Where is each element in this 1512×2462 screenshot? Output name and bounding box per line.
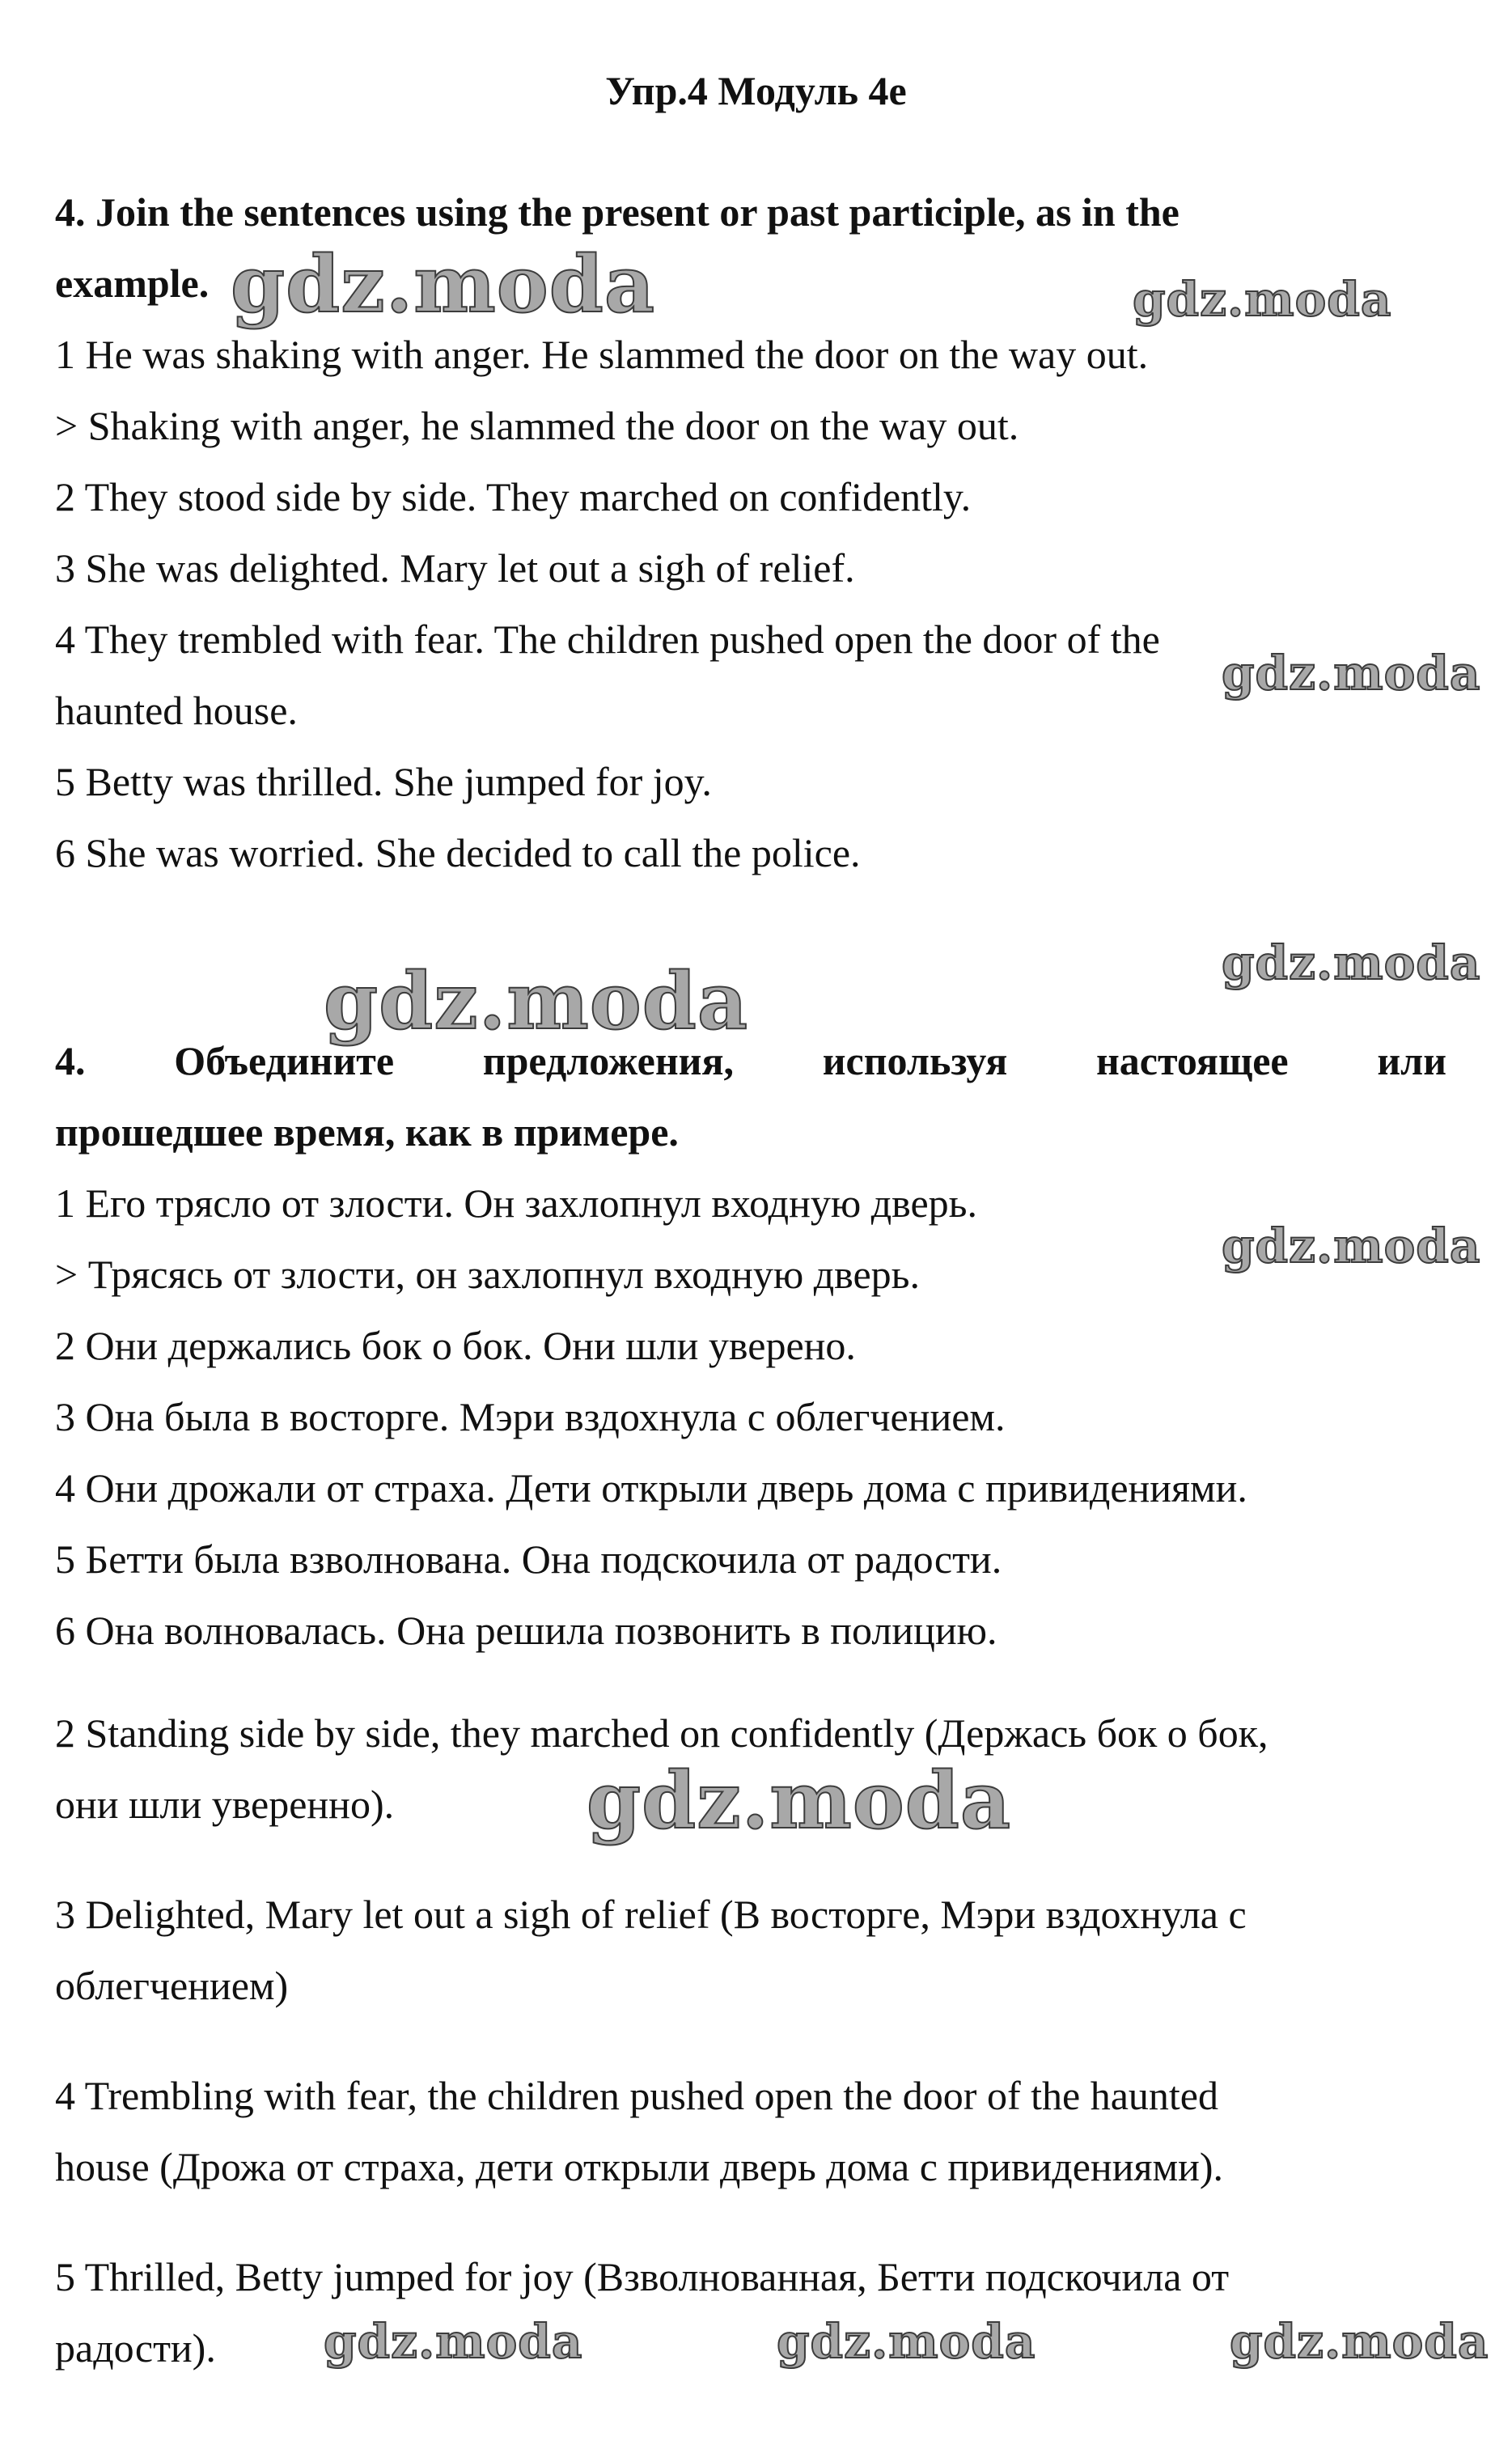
answer-line: house (Дрожа от страха, дети открыли дверь дома с привидениями).: [55, 2144, 1223, 2189]
answer-line: облегчением): [55, 1963, 289, 2008]
exercise-ru-line: 4 Они дрожали от страха. Дети открыли дверь дома с привидениями.: [55, 1465, 1247, 1511]
exercise-en-line: 6 She was worried. She decided to call the police.: [55, 830, 861, 875]
exercise-en-line: 3 She was delighted. Mary let out a sigh of relief.: [55, 545, 855, 591]
exercise-ru-line: 5 Бетти была взволнована. Она подскочила от радости.: [55, 1536, 1002, 1582]
answer-4: [55, 2060, 1446, 2202]
watermark: gdz.moda: [1222, 646, 1481, 701]
answer-line: 5 Thrilled, Betty jumped for joy (Взволнованная, Бетти подскочила от: [55, 2254, 1230, 2299]
exercise-en-line: 2 They stood side by side. They marched on confidently.: [55, 474, 972, 519]
exercise-en-line: haunted house.: [55, 688, 298, 733]
exercise-en-line: > Shaking with anger, he slammed the door on the way out.: [55, 403, 1019, 448]
answer-3: [55, 1879, 1446, 2021]
answer-line: они шли уверенно).: [55, 1782, 395, 1827]
exercise-ru-line: 6 Она волновалась. Она решила позвонить в полицию.: [55, 1608, 997, 1653]
exercise-en-line: 5 Betty was thrilled. She jumped for joy.: [55, 759, 712, 804]
exercise-en-heading-line2: example.: [55, 261, 210, 306]
watermark: gdz.moda: [587, 1755, 1012, 1846]
exercise-ru-line: 3 Она была в восторге. Мэри вздохнула с облегчением.: [55, 1394, 1006, 1439]
watermark: gdz.moda: [1133, 272, 1392, 327]
watermark: gdz.moda: [777, 2314, 1036, 2369]
exercise-en-line: 4 They trembled with fear. The children pushed open the door of the: [55, 617, 1160, 662]
watermark: gdz.moda: [1230, 2314, 1489, 2369]
exercise-en-heading-line1: 4. Join the sentences using the present or past participle, as in the: [55, 189, 1180, 235]
answer-line: 4 Trembling with fear, the children pushed open the door of the haunted: [55, 2073, 1218, 2118]
answer-line: радости).: [55, 2325, 216, 2371]
exercise-en-line: 1 He was shaking with anger. He slammed the door on the way out.: [55, 332, 1149, 377]
watermark: gdz.moda: [231, 239, 656, 330]
watermark: gdz.moda: [1222, 935, 1481, 990]
exercise-ru-line: > Трясясь от злости, он захлопнул входную дверь.: [55, 1252, 920, 1297]
watermark: gdz.moda: [324, 2314, 583, 2369]
exercise-ru-line: 2 Они держались бок о бок. Они шли уверено.: [55, 1323, 856, 1368]
exercise-ru-line: 1 Его трясло от злости. Он захлопнул входную дверь.: [55, 1180, 977, 1226]
watermark: gdz.moda: [324, 956, 749, 1047]
exercise-ru-heading-line2: прошедшее время, как в примере.: [55, 1109, 679, 1155]
exercise-ru-heading-line1: 4. Объедините предложения, используя настоящее или: [55, 1038, 1446, 1083]
exercise-ru: [55, 1025, 1446, 1666]
answer-line: 2 Standing side by side, they marched on confidently (Держась бок о бок,: [55, 1710, 1268, 1756]
watermark: gdz.moda: [1222, 1218, 1481, 1273]
page-title: Упр.4 Модуль 4e: [605, 68, 907, 113]
answer-line: 3 Delighted, Mary let out a sigh of relief (В восторге, Мэри вздохнула с: [55, 1892, 1247, 1937]
